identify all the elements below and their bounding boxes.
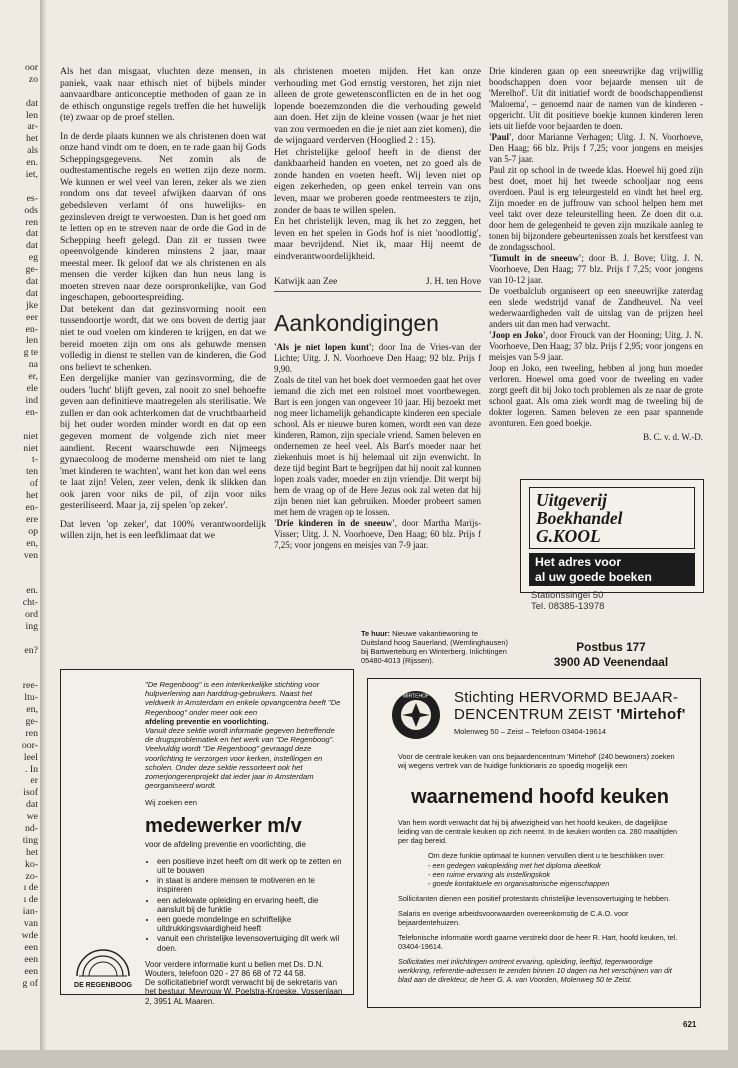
previous-page-fragment: het (26, 846, 38, 858)
previous-page-fragment: iet, (25, 169, 38, 181)
previous-page-fragment (0, 181, 38, 193)
previous-page-fragment: len (26, 335, 38, 347)
previous-page-fragment: g te (23, 347, 38, 359)
previous-page-fragment: len (26, 109, 38, 121)
book-review-1: Zoals de titel van het boek doet vermoeden gaat het over iemand die zich met een rolstoel moet voortbewegen. Bart is een jongen van ongeveer 10 jaar. Hij bezoekt met nog meer lichamelijk gehandicapte kinderen een speciale school. Als er nieuwe buren komen, wordt een van deze kinderen, Ramon, zijn speciale vriend. Samen beleven en ondernemen ze heel veel. Als Bart's moeder naar het ziekenhuis moet is hij helemaal uit zijn evenwicht. In deze tijd begint Bart te begrijpen dat hij nooit zal kunnen lopen zoals vader, moeder en zijn vriendje. Dit werpt bij hem de vraag op of de Here Jezus ook zal weten dat hij zijn benen niet kan gebruiken. Moeder probeert samen met hem de vragen op te lossen. (274, 374, 481, 517)
previous-page-fragment: en? (24, 644, 38, 656)
previous-page-fragment: ind (25, 394, 38, 406)
mirtehof-seal-icon (390, 689, 442, 741)
book-listing-1: 'Als je niet lopen kunt'; door Ina de Vries-van der Lichte; Uitg. J. N. Voorhoeve Den Haag; 92 blz. Prijs f 9,90. (274, 341, 481, 374)
svg-text:MIRTEHOF: MIRTEHOF (402, 693, 430, 700)
previous-page-fragment: ree- (22, 680, 38, 692)
vacancy-title: medewerker m/v (145, 814, 302, 837)
previous-page-fragment: nd- (24, 823, 38, 834)
previous-page-fragment: isof (23, 787, 38, 799)
kool-address: Stationssingel 50 Tel. 08385-13978 (531, 590, 605, 612)
article-signature (274, 276, 481, 292)
article-column-1 (60, 66, 266, 542)
mirtehof-vacancy-title: waarnemend hoofd keuken (411, 785, 669, 808)
rainbow-icon (73, 944, 133, 978)
previous-page-fragment: ge- (25, 715, 38, 727)
previous-page-fragment: niet (23, 430, 38, 442)
previous-page-fragment: als (27, 145, 38, 157)
previous-page-strip (0, 62, 38, 989)
previous-page-fragment: ltu- (24, 692, 38, 704)
book-listing-2: 'Drie kinderen in de sneeuw', door Martha Marijs-Visser; Uitg. J. N. Voorhoeve, Den Haag; 60 blz. Prijs f 7,25; voor jongens en meisjes van 7-9 jaar. (274, 517, 481, 550)
previous-page-fragment: . In (24, 763, 38, 775)
book-review-4: De voetbalclub organiseert op een sneeuwrijke zaterdag een slede wedstrijd vanaf de Zandheuvel. Na veel wederwaardigheden valt de uitslag van de prijzen heel anders uit dan men had verwacht. (489, 286, 703, 329)
vacancy-subtitle: voor de afdeling preventie en voorlichting, die (145, 839, 306, 849)
previous-page-fragment (0, 668, 38, 680)
col1-para-4: Een dergelijke manier van gezinsvorming, die de ouders 'lucht' blijft geven, zal nooit zo snel behoefte geven aan definitieve maatregelen als sterilisatie. We zullen er dan ook achterkomen dat de vruchtbaarheid bij het ouder worden minder wordt en dat op een gegeven moment de volgende zich niet meer aandient. Recent waarschuwde een Nijmeegs gynaecoloog de moderne mensheid om niet te lang 'met kinderen te wachten', want het kon dan wel eens te laat zijn! Velen, zeer velen, denk ik slikken dan ook jaren voor niks de pil, of zijn voor niks gesteriliseerd. Maar ja, zij spelen 'op zeker'. (60, 373, 266, 512)
previous-page-fragment (0, 633, 38, 645)
previous-page-fragment: oor- (21, 739, 38, 751)
for-rent-notice: Te huur: Nieuwe vakantiewoning te Duitsland hoog Sauerland, (Wemlinghausen) bij Bartwerteburg en Winterberg. Inlichtingen 05480-4013 (Rijssen). (361, 629, 508, 665)
previous-page-fragment: op (28, 525, 38, 537)
col2-para-3: En het christelijk leven, mag ik het zo zeggen, het leven en het spelen in Gods hof is niet 'noodlottig', maar bevrijdend. Niet ik, maar Hij neemt de eindverantwoordelijkheid. (274, 216, 481, 262)
mirtehof-title: Stichting HERVORMD BEJAAR- DENCENTRUM ZEIST 'Mirtehof' (454, 689, 686, 723)
previous-page-fragment: wde (21, 930, 38, 942)
signature-author: J. H. ten Hove (425, 276, 481, 288)
previous-page-fragment: ı de (23, 894, 38, 906)
book-review-5: Joop en Joko, een tweeling, hebben al jong hun moeder verloren. Hoewel oma goed voor de tweeling en vader zorgt geeft dit bij Joko toch problemen als ze naar de grote school gaat. Als oma ziek wordt mag de tweeling bij de dokter logeren. Samen beleven ze een paar spannende avonturen. Een goed boekje. (489, 363, 703, 428)
previous-page-fragment: en, (26, 704, 38, 716)
previous-page-fragment: dat (26, 228, 38, 240)
previous-page-fragment: ar- (27, 121, 38, 133)
regenboog-logo: DE REGENBOOG (67, 944, 139, 990)
col2-para-2: Het christelijke geloof heeft in de dienst der dankbaarheid handen en voeten, net zo goed als de zonde handen en voeten heeft. Wij leven niet op eigen zekerheden, op geen enkel terrein van ons leven, maar we proberen goede rentmeesters te zijn, zonder de baas te willen spelen. (274, 146, 481, 216)
previous-page-fragment: dat (26, 97, 38, 109)
mirtehof-body: Voor de centrale keuken van ons bejaardencentrum 'Mirtehof' (240 bewoners) zoeken wij wegens vertrek van de huidige funktionaris zo spoedig mogelijk een waarnemend hoofd keuken Van hem wordt verwacht dat hij bij afwezigheid van het hoofd keuken, de dagelijkse leiding van de centrale keuken op zich neemt. In de keuken worden ca. 280 maaltijden per dag bereid. Om deze funktie optimaal te kunnen vervullen dient u te beschikken over: - een gedegen vakopleiding met het diploma dieetkok - een ruime ervaring als instellingskok - goede kontaktuele en organisatorische eigenschappen Sollicitanten dienen een positief protestants christelijke levensovertuiging te hebben. Salaris en overige arbeidsvoorwaarden overeenkomstig de C.A.O. voor bejaardentehuizen. Telefonische informatie wordt gaarne verstrekt door de heer R. Hart, hoofd keuken, tel. 03404-19614. Sollicitaties met inlichtingen omtrent ervaring, opleiding, leeftijd, tegenwoordige werkkring, referentie-adressen te zenden binnen 10 dagen na het verschijnen van dit blad aan de direkteur, de heer G. A. van Voorden, Molenweg 50 te Zeist. (398, 753, 682, 990)
previous-page-fragment: of (29, 478, 38, 490)
previous-page-fragment: oor (24, 62, 38, 73)
page-number: 621 (683, 1020, 697, 1029)
previous-page-fragment: en. (26, 585, 38, 597)
book-listing-3: 'Paul', door Marianne Verhagen; Uitg. J. N. Voorhoeve, Den Haag; 66 blz. Prijs f 7,25; voor jongens en meisjes van 5-7 jaar. (489, 132, 703, 164)
previous-page-fragment: ven (23, 549, 38, 561)
previous-page-fragment: ten (26, 466, 38, 478)
previous-page-fragment: eg (28, 252, 38, 264)
article-column-2 (274, 66, 481, 551)
col1-para-2: In de derde plaats kunnen we als christenen doen wat onze hand vindt om te doen, en te rade gaan bij Gods Scheppingsgegevens. Net zomin als de oudtestamentische regels en wetten zijn deze norm. We kunnen er wel veel van leren, zeker als we zien rondom ons dat teveel afwijken daarvan óf ons gebedsleven verlamt óf ons huwelijks- en gezinsleven dreigt te verwoesten. Dan is het goed om te letten op en te streven naar de orde die God in de Schepping heeft gelegd. Dan zit er tussen twee opeenvolgende kinderen minstens 2 jaar, maar meestal meer. Ik geloof dat we als christenen en als mensen die verder kijken dan hun neus lang is moeten streven naar deze oorspronkelijke, van God ingeschapen, geboortespreiding. (60, 130, 266, 304)
mirtehof-vacancy-ad (367, 678, 701, 1008)
previous-page-fragment: zo (28, 73, 38, 85)
previous-page-fragment: na (28, 359, 38, 371)
col1-para-3: Dat betekent dan dat gezinsvorming nooit een tussendoortje wordt, dat we ons boven de dertig jaar niet te oud voelen om kinderen te krijgen, en dat we bereid moeten zijn om ons als gehuwde mensen volledig in dienst te stellen van de kinderen, die God ons believt te schenken. (60, 303, 266, 373)
previous-page-fragment: en- (25, 323, 38, 335)
regenboog-contact: Voor verdere informatie kunt u bellen met Ds. D.N. Wouters, telefoon 020 - 27 86 68 of 72 44 58. De sollicitatiebrief wordt verwacht bij de sekretaris van het bestuur, Mevrouw W. Poelstra-Kroeske, Vossenlaan 2, 3951 AL Maaren. (145, 959, 343, 1006)
previous-page-fragment: en. (26, 157, 38, 169)
previous-page-fragment: ing (25, 620, 38, 632)
mirtehof-address: Molenweg 50 – Zeist – Telefoon 03404-19614 (454, 727, 607, 736)
previous-page-fragment: dat (26, 240, 38, 252)
col2-para-1: als christenen moeten mijden. Het kan onze verhouding met God ernstig verstoren, het zijn niet alleen de grote gewetensconflicten en de in het oog lopende boezemzonden die die verhouding geweld aan doen. Het zijn de kleine vossen (waar je het niet van zou vermoeden en die je niet aan ziet komen), die de wijngaard verderven (Hooglied 2 : 15). (274, 66, 481, 147)
regenboog-intro: "De Regenboog" is een interkerkelijke stichting voor hulpverlening aan harddrug-gebruikers. Naast het veldwerk in Amsterdam en enkele opvangcentra heeft "De Regenboog" onder meer ook een afdeling preventie en voorlichting. Vanuit deze sektie wordt informatie gegeven betreffende de drugsproblematiek en het werk van "De Regenboog". Veelvuldig wordt "De Regenboog" gevraagd deze voorlichting te verzorgen voor kerken, instellingen en scholen. Onder deze sektie ressorteert ook het zomerjongerenprojekt dat ieder jaar in Amsterdam georganiseerd wordt. Wij zoeken een (145, 680, 341, 808)
previous-page-fragment: het (26, 490, 38, 502)
col1-para-5: Dat leven 'op zeker', dat 100% verantwoordelijk willen zijn, het is een leefklimaat dat we (60, 518, 266, 542)
previous-page-fragment: cht- (22, 597, 38, 609)
previous-page-fragment: zo- (25, 870, 38, 882)
col1-para-1: Als het dan misgaat, vluchten deze mensen, in paniek, vaak naar ethisch niet of bijbels minder aanvaardbare anticonceptie methoden of gaan ze in de ethisch ongunstige regels treffen die het huwelijk (te) zwaar op de proef stellen. (60, 66, 266, 124)
previous-page-fragment: ian- (22, 906, 38, 918)
previous-page-fragment: g of (22, 977, 38, 989)
kool-slogan: Het adres voor al uw goede boeken (529, 553, 695, 586)
postbus-address: Postbus 177 3900 AD Veenendaal (553, 640, 669, 669)
announcements-heading: Aankondigingen (274, 309, 439, 336)
regenboog-vacancy-ad (60, 669, 354, 1006)
previous-page-fragment: een (24, 941, 38, 953)
previous-page-fragment: jke (26, 299, 38, 311)
previous-page-fragment: niet (23, 442, 38, 454)
previous-page-fragment: en- (25, 501, 38, 513)
previous-page-fragment (0, 561, 38, 573)
book-listing-5: 'Joop en Joko', door Frouck van der Hooning; Uitg. J. N. Voorhoeve, Den Haag; 37 blz. Prijs f 2,95; voor jongens en meisjes van 5-9 jaar. (489, 330, 703, 362)
previous-page-fragment (0, 657, 38, 669)
previous-page-fragment: het (26, 133, 38, 145)
previous-page-fragment: ods (24, 204, 38, 216)
previous-page-fragment: we (26, 811, 38, 823)
previous-page-fragment: dat (26, 287, 38, 299)
previous-page-fragment (0, 573, 38, 585)
previous-page-fragment: dat (26, 799, 38, 811)
previous-page-fragment (0, 419, 38, 431)
previous-page-fragment: leel (23, 751, 38, 763)
binding-gutter (40, 0, 47, 1050)
previous-page-fragment: een (24, 953, 38, 965)
previous-page-fragment: en- (25, 406, 38, 418)
previous-page-fragment (0, 86, 38, 98)
previous-page-fragment: een (24, 965, 38, 977)
previous-page-fragment: ko- (24, 858, 38, 870)
previous-page-fragment: ele (26, 383, 38, 395)
signature-place: Katwijk aan Zee (274, 276, 338, 288)
previous-page-fragment: t- (32, 454, 38, 466)
previous-page-fragment: ord (24, 608, 38, 620)
previous-page-fragment: dat (26, 276, 38, 288)
previous-page-fragment: ere (26, 513, 38, 525)
previous-page-fragment: ren (25, 727, 38, 739)
book-review-3: Paul zit op school in de tweede klas. Hoewel hij goed zijn best doet, moet hij het tweede schooljaar nog eens overdoen. Paul is erg teleurgesteld en vindt het heel erg. Zijn moeder en de juffrouw van school helpen hem met veel takt over deze teleurstelling heen. Ze doen dit o.a. door hem de gelegenheid te geven zijn muzikale aanleg te tonen bij bijzondere gebeurtenissen zoals het kerstfeest van de zondagsschool. (489, 165, 703, 252)
previous-page-fragment: eer (26, 311, 38, 323)
previous-page-fragment: es- (26, 192, 38, 204)
previous-page-fragment: ren (25, 216, 38, 228)
previous-page-fragment: en, (26, 537, 38, 549)
previous-page-fragment: ı de (23, 882, 38, 894)
previous-page-fragment: ge- (25, 264, 38, 276)
kool-logo: Uitgeverij Boekhandel G.KOOL (529, 487, 695, 549)
previous-page-fragment: er (30, 775, 38, 787)
article-column-3 (489, 66, 703, 443)
kool-bookshop-ad (520, 479, 704, 612)
previous-page-fragment: van (23, 918, 38, 930)
book-listing-4: 'Tumult in de sneeuw'; door B. J. Bove; Uitg. J. N. Voorhoeve, Den Haag; 77 blz. Prijs f 7,25; voor jongens van 10-12 jaar. (489, 253, 703, 285)
previous-page-fragment: er, (28, 371, 38, 383)
vacancy-requirements: • een positieve inzet heeft om dit werk op te zetten en uit te bouwen • in staat is andere mensen te motiveren en te inspireren • een adekwate opleiding en ervaring heeft, die aansluit bij de funktie • een goede mondelinge en schriftelijke uitdrukkingsvaardigheid heeft • vanuit een christelijke levensovertuiging dit werk wil doen. (61, 857, 353, 953)
book-review-2: Drie kinderen gaan op een sneeuwrijke dag vrijwillig boodschappen doen voor bejaarde mensen uit de 'Merelhof'. Uit dit initiatief wordt de boodschappendienst 'Maloema', – genoemd naar de namen van de kinderen - opgericht. Uit dit positieve boekje kunnen kinderen leren iets uit liefde voor bejaarden te doen. (489, 66, 703, 131)
reviewer-initials: B. C. v. d. W.-D. (643, 432, 703, 442)
previous-page-fragment: ting (22, 834, 38, 846)
